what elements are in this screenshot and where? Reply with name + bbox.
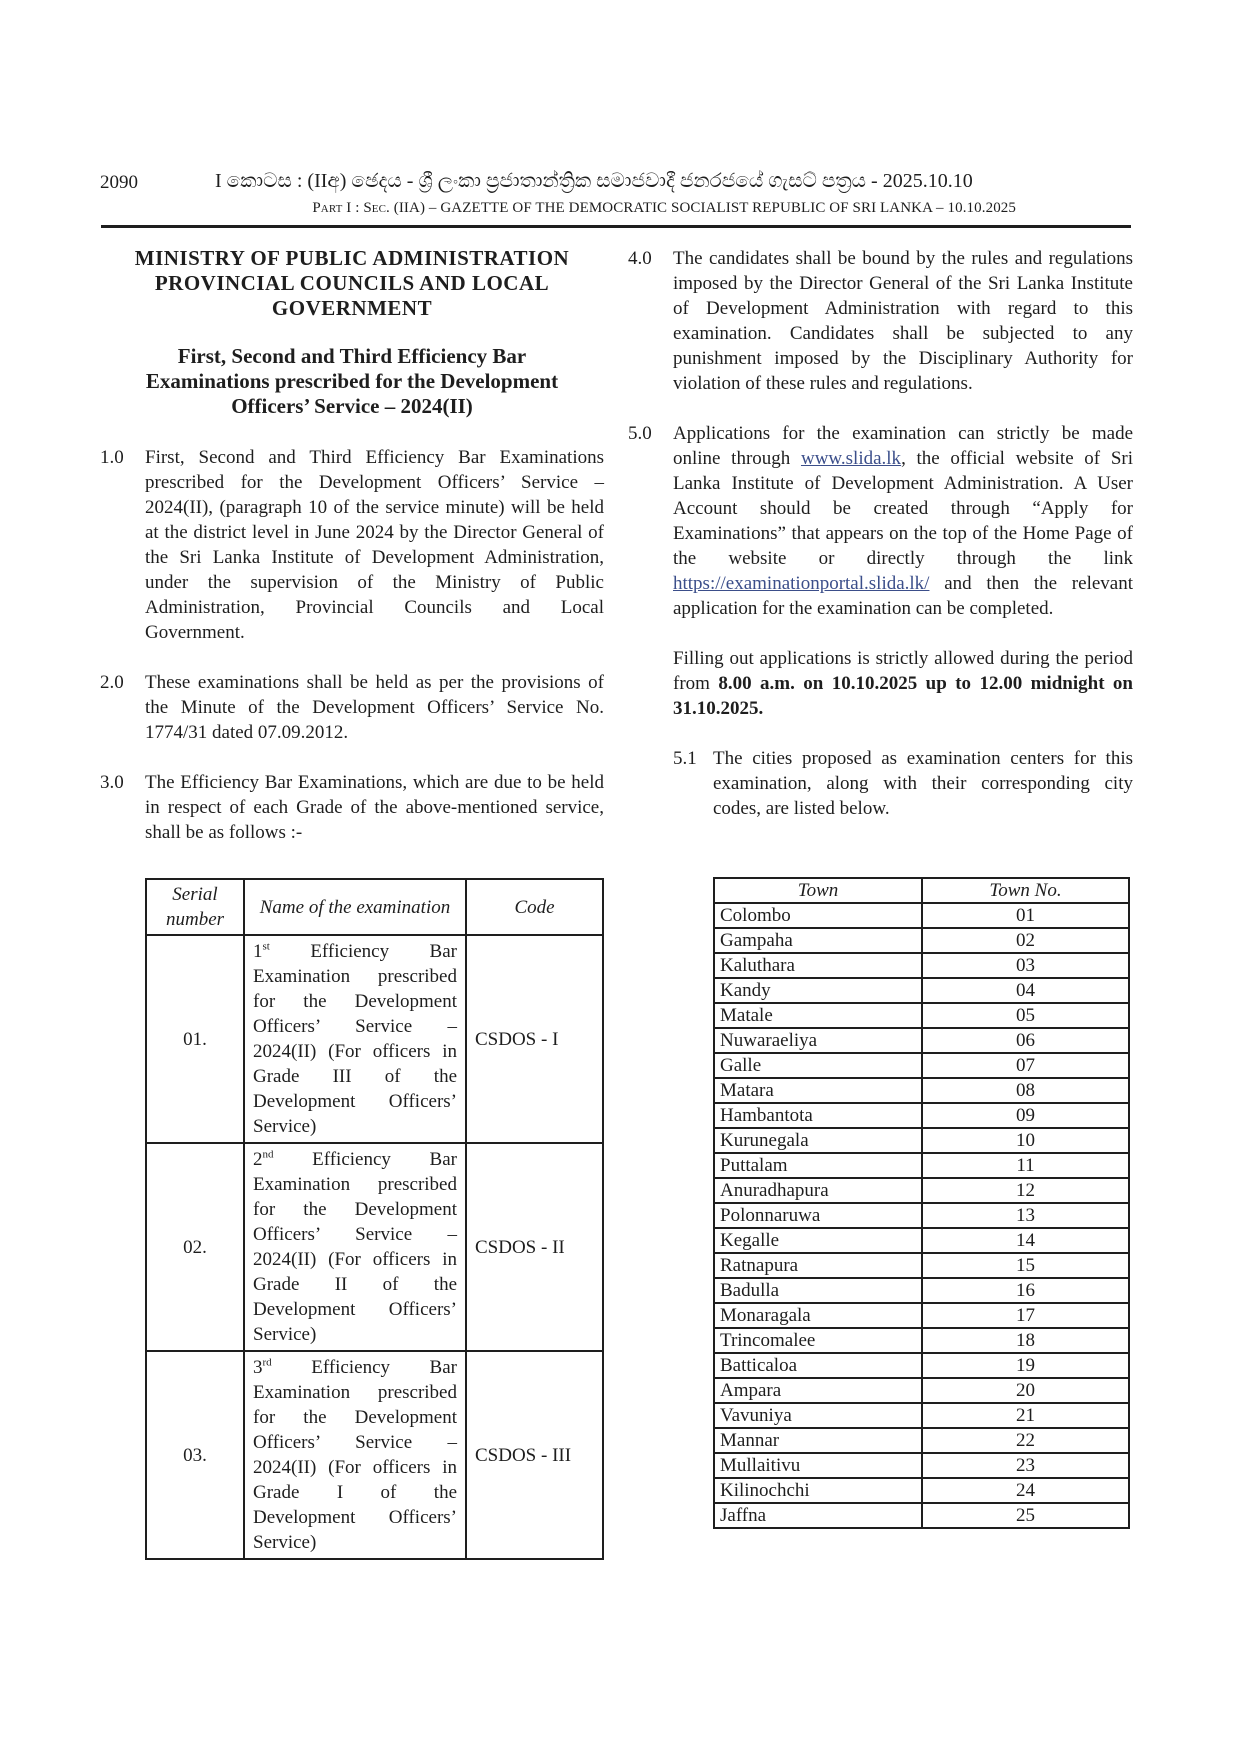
paragraph-5-1 (673, 746, 1133, 821)
paragraph-number: 5.0 (628, 423, 652, 444)
table-row (714, 1103, 1129, 1128)
town-number: 12 (922, 1178, 1129, 1203)
table-header-row (714, 878, 1129, 903)
table-row (714, 1203, 1129, 1228)
town-number: 11 (922, 1153, 1129, 1178)
town-name: Kandy (714, 978, 922, 1003)
table-row (714, 1428, 1129, 1453)
header-code: Code (466, 879, 603, 935)
paragraph-text: Applications for the examination can strictly be made online through www.slida.lk, the official website of Sri Lanka Institute of Development Administration. A User Account should be created through “Apply for Examinations” that appears on the top of the Home Page of the website or directly through the link https://examinationportal.slida.lk/ and then the relevant application for the examination can be completed. (673, 423, 1133, 619)
application-period-dates: 8.00 a.m. on 10.10.2025 up to 12.00 midnight on 31.10.2025. (673, 673, 1133, 719)
town-number: 16 (922, 1278, 1129, 1303)
town-number: 14 (922, 1228, 1129, 1253)
town-name: Gampaha (714, 928, 922, 953)
examination-name: 3rd Efficiency Bar Examination prescribed for the Development Officers’ Service – 2024(II) (For officers in Grade I of the Development Officers’ Service) (244, 1351, 466, 1559)
town-name: Monaragala (714, 1303, 922, 1328)
examination-name: 2nd Efficiency Bar Examination prescribed for the Development Officers’ Service – 2024(II) (For officers in Grade II of the Development Officers’ Service) (244, 1143, 466, 1351)
paragraph-number: 5.1 (673, 748, 697, 769)
slida-website-link[interactable]: www.slida.lk (800, 448, 902, 469)
town-number: 19 (922, 1353, 1129, 1378)
table-row (714, 1328, 1129, 1353)
gazette-header-english (226, 200, 1016, 217)
town-number: 07 (922, 1053, 1129, 1078)
gazette-header-sinhala: I කොටස : (IIඅ) ඡෙදය - ශ්‍රී ලංකා ප්‍රජාතාන්ත්‍රික සමාජවාදී ජනරජයේ ගැසට් පත්‍රය - 2025.10.10 (215, 170, 973, 192)
part-section-label: Part I : Sec. (312, 200, 390, 216)
paragraph-number: 3.0 (100, 772, 124, 793)
paragraph-number: 2.0 (100, 672, 124, 693)
serial-number: 03. (146, 1351, 244, 1559)
table-row (714, 1503, 1129, 1528)
table-row (714, 1003, 1129, 1028)
table-row (714, 1353, 1129, 1378)
table-row (714, 1153, 1129, 1178)
town-number: 15 (922, 1253, 1129, 1278)
examination-table (145, 878, 604, 1560)
town-name: Vavuniya (714, 1403, 922, 1428)
town-number: 22 (922, 1428, 1129, 1453)
header-town: Town (714, 878, 922, 903)
town-name: Nuwaraeliya (714, 1028, 922, 1053)
table-row (714, 928, 1129, 953)
town-name: Kurunegala (714, 1128, 922, 1153)
paragraph-4 (628, 246, 1133, 396)
town-number: 17 (922, 1303, 1129, 1328)
table-row (146, 1143, 603, 1351)
town-number: 04 (922, 978, 1129, 1003)
town-name: Mullaitivu (714, 1453, 922, 1478)
table-row (714, 953, 1129, 978)
paragraph-number: 4.0 (628, 248, 652, 269)
town-name: Batticaloa (714, 1353, 922, 1378)
town-name: Kilinochchi (714, 1478, 922, 1503)
examination-code: CSDOS - II (466, 1143, 603, 1351)
table-row (714, 1278, 1129, 1303)
table-row (714, 978, 1129, 1003)
town-number: 20 (922, 1378, 1129, 1403)
paragraph-3 (100, 770, 604, 845)
town-number: 24 (922, 1478, 1129, 1503)
town-number: 01 (922, 903, 1129, 928)
town-name: Trincomalee (714, 1328, 922, 1353)
paragraph-text: First, Second and Third Efficiency Bar Examinations prescribed for the Development Officers’ Service – 2024(II), (paragraph 10 of the service minute) will be held at the district level in June 2024 by the Director General of the Sri Lanka Institute of Development Administration, under the supervision of the Ministry of Public Administration, Provincial Councils and Local Government. (145, 447, 604, 643)
town-number: 21 (922, 1403, 1129, 1428)
header-serial: Serial number (146, 879, 244, 935)
right-column (628, 246, 1133, 846)
town-number: 13 (922, 1203, 1129, 1228)
table-row (714, 1303, 1129, 1328)
gazette-title: (IIA) – GAZETTE OF THE DEMOCRATIC SOCIALIST REPUBLIC OF SRI LANKA – 10.10.2025 (389, 200, 1016, 216)
table-row (714, 1128, 1129, 1153)
table-row (714, 1228, 1129, 1253)
table-header-row (146, 879, 603, 935)
examination-name: 1st Efficiency Bar Examination prescribed for the Development Officers’ Service – 2024(II) (For officers in Grade III of the Development Officers’ Service) (244, 935, 466, 1143)
paragraph-text: The cities proposed as examination centers for this examination, along with their corresponding city codes, are listed below. (713, 748, 1133, 819)
header-divider (101, 225, 1131, 228)
table-row (714, 1378, 1129, 1403)
examination-code: CSDOS - III (466, 1351, 603, 1559)
header-name: Name of the examination (244, 879, 466, 935)
serial-number: 02. (146, 1143, 244, 1351)
table-row (714, 1253, 1129, 1278)
table-row (146, 1351, 603, 1559)
town-name: Matara (714, 1078, 922, 1103)
table-row (714, 903, 1129, 928)
table-row (714, 1453, 1129, 1478)
table-row (714, 1178, 1129, 1203)
town-name: Hambantota (714, 1103, 922, 1128)
town-number: 25 (922, 1503, 1129, 1528)
paragraph-1 (100, 445, 604, 645)
town-number: 09 (922, 1103, 1129, 1128)
header-town-no: Town No. (922, 878, 1129, 903)
examination-code: CSDOS - I (466, 935, 603, 1143)
table-row (714, 1053, 1129, 1078)
left-column (100, 246, 604, 870)
table-row (146, 935, 603, 1143)
serial-number: 01. (146, 935, 244, 1143)
paragraph-text: The Efficiency Bar Examinations, which are due to be held in respect of each Grade of the above-mentioned service, shall be as follows :- (145, 772, 604, 843)
paragraph-text: These examinations shall be held as per the provisions of the Minute of the Development Officers’ Service No. 1774/31 dated 07.09.2012. (145, 672, 604, 743)
application-period: Filling out applications is strictly allowed during the period from 8.00 a.m. on 10.10.2025 up to 12.00 midnight on 31.10.2025. (673, 648, 1133, 719)
town-name: Kaluthara (714, 953, 922, 978)
examination-portal-link[interactable]: https://examinationportal.slida.lk/ (673, 573, 930, 594)
town-name: Colombo (714, 903, 922, 928)
town-name: Galle (714, 1053, 922, 1078)
town-number: 23 (922, 1453, 1129, 1478)
town-number: 08 (922, 1078, 1129, 1103)
town-number: 02 (922, 928, 1129, 953)
table-row (714, 1078, 1129, 1103)
ministry-heading: MINISTRY OF PUBLIC ADMINISTRATION PROVINCIAL COUNCILS AND LOCAL GOVERNMENT (134, 246, 570, 320)
table-row (714, 1028, 1129, 1053)
town-number: 05 (922, 1003, 1129, 1028)
paragraph-2 (100, 670, 604, 745)
table-row (714, 1403, 1129, 1428)
town-name: Ratnapura (714, 1253, 922, 1278)
town-codes-table (713, 877, 1130, 1529)
town-name: Anuradhapura (714, 1178, 922, 1203)
town-number: 10 (922, 1128, 1129, 1153)
notice-title: First, Second and Third Efficiency Bar Examinations prescribed for the Development Officers’ Service – 2024(II) (145, 344, 559, 418)
town-number: 06 (922, 1028, 1129, 1053)
town-number: 18 (922, 1328, 1129, 1353)
table-row (714, 1478, 1129, 1503)
page-number: 2090 (100, 172, 138, 193)
town-name: Ampara (714, 1378, 922, 1403)
paragraph-5 (628, 421, 1133, 621)
paragraph-number: 1.0 (100, 447, 124, 468)
town-name: Jaffna (714, 1503, 922, 1528)
town-name: Polonnaruwa (714, 1203, 922, 1228)
town-name: Mannar (714, 1428, 922, 1453)
paragraph-text: The candidates shall be bound by the rules and regulations imposed by the Director General of the Sri Lanka Institute of Development Administration with regard to this examination. Candidates shall be subjected to any punishment imposed by the Disciplinary Authority for violation of these rules and regulations. (673, 248, 1133, 394)
town-name: Puttalam (714, 1153, 922, 1178)
town-name: Badulla (714, 1278, 922, 1303)
town-name: Kegalle (714, 1228, 922, 1253)
town-name: Matale (714, 1003, 922, 1028)
town-number: 03 (922, 953, 1129, 978)
